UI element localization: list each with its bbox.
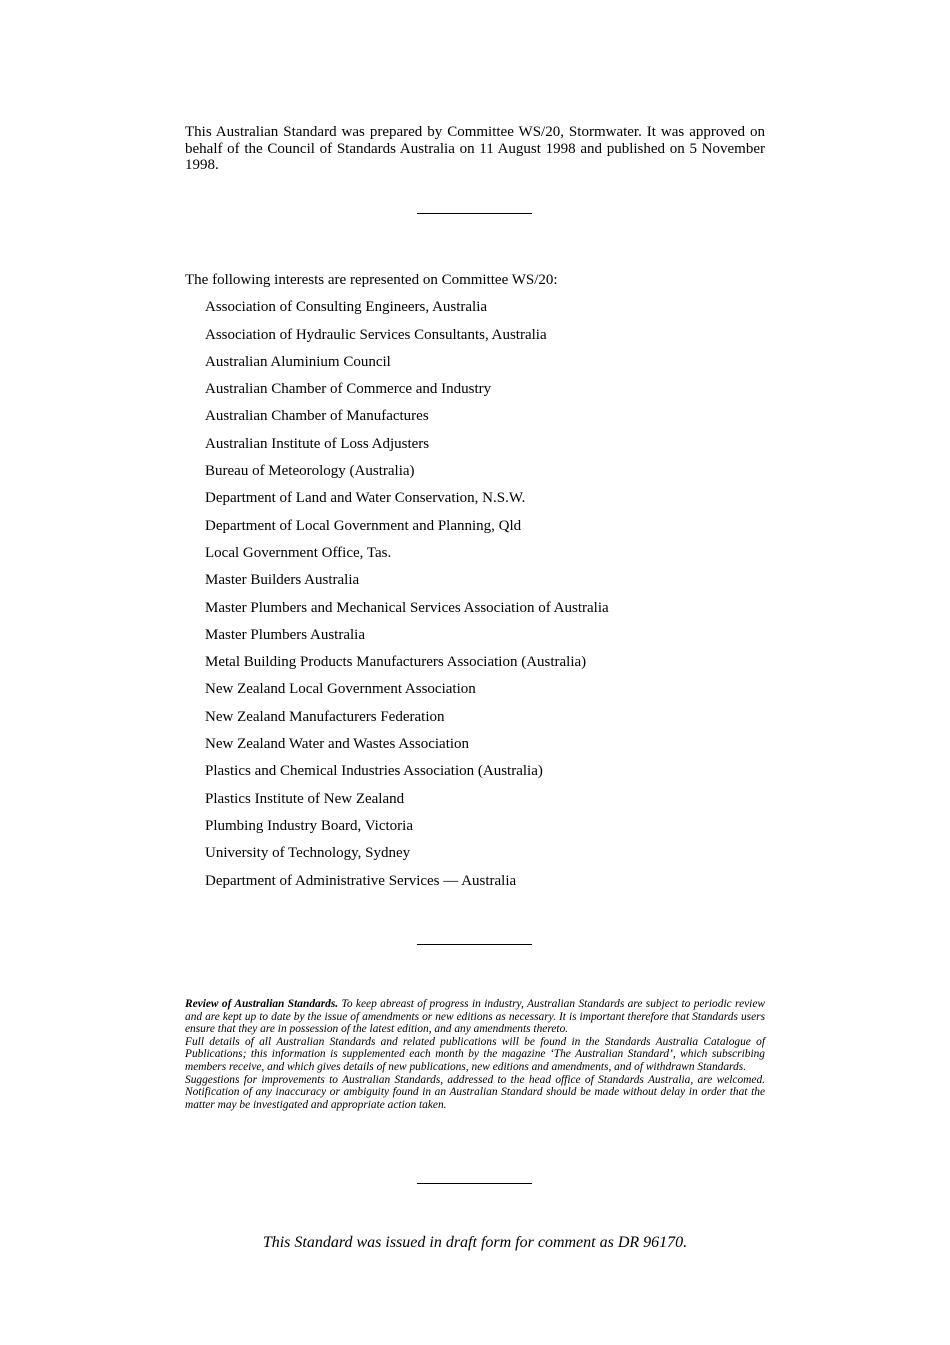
committee-member: University of Technology, Sydney xyxy=(205,845,411,862)
committee-member: Association of Hydraulic Services Consultants, Australia xyxy=(205,326,547,343)
committee-member: New Zealand Local Government Association xyxy=(205,681,476,698)
review-notice xyxy=(185,998,765,1111)
section-divider xyxy=(417,1183,532,1184)
committee-member-list xyxy=(185,298,765,890)
section-divider xyxy=(417,213,532,214)
review-text: To keep abreast of progress in industry, Australian Standards are subject to periodic review and are kept up to date by the issue of amendments or new editions as necessary. It is important therefore that Standards users ensure that they are in possession of the latest edition, and any amendments thereto. xyxy=(185,998,766,1036)
committee-member: Australian Chamber of Commerce and Industry xyxy=(205,381,492,398)
committee-heading: The following interests are represented on Committee WS/20: xyxy=(185,272,558,288)
committee-member: New Zealand Water and Wastes Association xyxy=(205,736,470,753)
committee-section xyxy=(185,271,765,899)
committee-member: Association of Consulting Engineers, Australia xyxy=(205,299,488,316)
review-paragraph xyxy=(185,998,765,1036)
review-paragraph: Full details of all Australian Standards and related publications will be found in the Standards Australia Catalogue of Publications; this information is supplemented each month by the magazine ‘The Australian Standard’, which subscribing members receive, and which gives details of new publications, new editions and amendments, and of withdrawn Standards. xyxy=(185,1035,765,1073)
committee-member: Department of Administrative Services — Australia xyxy=(205,872,517,889)
committee-member: Metal Building Products Manufacturers Association (Australia) xyxy=(205,654,587,671)
committee-member: Department of Local Government and Planning, Qld xyxy=(205,517,522,534)
committee-member: Master Builders Australia xyxy=(205,572,360,589)
draft-note: This Standard was issued in draft form for comment as DR 96170. xyxy=(262,1234,688,1251)
committee-member: Local Government Office, Tas. xyxy=(205,544,392,561)
committee-member: Australian Aluminium Council xyxy=(205,353,391,370)
committee-member: Plastics Institute of New Zealand xyxy=(205,790,405,807)
committee-member: Plastics and Chemical Industries Association (Australia) xyxy=(205,763,543,780)
committee-member: Australian Chamber of Manufactures xyxy=(205,408,429,425)
review-paragraph: Suggestions for improvements to Australian Standards, addressed to the head office of Standards Australia, are welcomed. Notification of any inaccuracy or ambiguity found in an Australian Standard should be made without delay in order that the matter may be investigated and appropriate action taken. xyxy=(185,1073,765,1111)
committee-member: Master Plumbers and Mechanical Services Association of Australia xyxy=(205,599,609,616)
committee-member: New Zealand Manufacturers Federation xyxy=(205,708,445,725)
committee-member: Bureau of Meteorology (Australia) xyxy=(205,463,415,480)
committee-member: Department of Land and Water Conservation, N.S.W. xyxy=(205,490,526,507)
committee-member: Master Plumbers Australia xyxy=(205,626,365,643)
section-divider xyxy=(417,944,532,945)
review-lead: Review of Australian Standards. xyxy=(185,998,339,1010)
committee-member: Australian Institute of Loss Adjusters xyxy=(205,435,430,452)
committee-member: Plumbing Industry Board, Victoria xyxy=(205,817,413,834)
preparation-statement: This Australian Standard was prepared by Committee WS/20, Stormwater. It was approved on behalf of the Council of Standards Australia on 11 August 1998 and published on 5 November 1998. xyxy=(185,124,765,173)
